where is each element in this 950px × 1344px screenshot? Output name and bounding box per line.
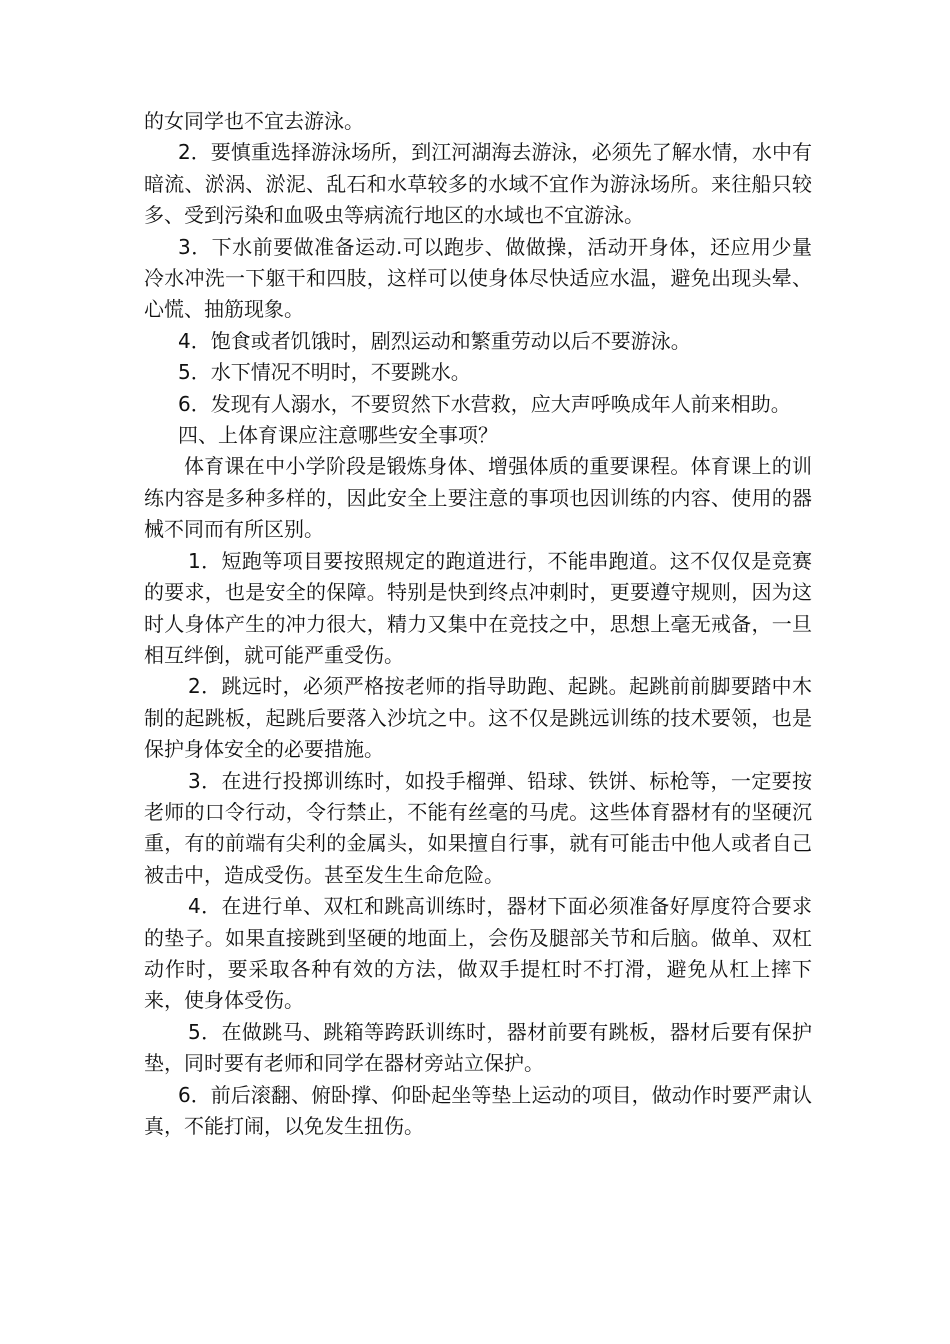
paragraph-hunger: 4．饱食或者饥饿时，剧烈运动和繁重劳动以后不要游泳。 [178,328,691,353]
paragraph-throwing: 3．在进行投掷训练时，如投手榴弹、铅球、铁饼、标枪等，一定要按老师的口令行动，令行禁止，不能有丝毫的马虎。这些体育器材有的坚硬沉重，有的前端有尖利的金属头，如果擅自行事，就有可能击中他人或者自己被击中，造成受伤。甚至发生生命危险。 [144,768,812,887]
paragraph-no-diving: 5．水下情况不明时，不要跳水。 [178,360,471,385]
paragraph-pe-intro: 体育课在中小学阶段是锻炼身体、增强体质的重要课程。体育课上的训练内容是多种多样的，因此安全上要注意的事项也因训练的内容、使用的器械不同而有所区别。 [144,454,812,542]
section-heading-pe-safety: 四、上体育课应注意哪些安全事项？ [178,423,498,448]
paragraph-bars-high-jump: 4．在进行单、双杠和跳高训练时，器材下面必须准备好厚度符合要求的垫子。如果直接跳到坚硬的地面上，会伤及腿部关节和后脑。做单、双杠动作时，要采取各种有效的方法，做双手提杠时不打滑，避免从杠上摔下来，使身体受伤。 [144,894,812,1013]
document-body [144,106,812,1142]
paragraph-mat-exercises: 6．前后滚翻、俯卧撑、仰卧起坐等垫上运动的项目，做动作时要严肃认真，不能打闹，以免发生扭伤。 [144,1082,812,1138]
paragraph-sprint: 1．短跑等项目要按照规定的跑道进行，不能串跑道。这不仅仅是竞赛的要求，也是安全的保障。特别是快到终点冲刺时，更要遵守规则，因为这时人身体产生的冲力很大，精力又集中在竞技之中，思想上毫无戒备，一旦相互绊倒，就可能严重受伤。 [144,548,812,667]
paragraph-swim-site: 2．要慎重选择游泳场所，到江河湖海去游泳，必须先了解水情，水中有暗流、淤涡、淤泥、乱石和水草较多的水域不宜作为游泳场所。来往船只较多、受到污染和血吸虫等病流行地区的水域也不宜游泳。 [144,140,812,228]
paragraph-warm-up: 3．下水前要做准备运动.可以跑步、做做操，活动开身体，还应用少量冷水冲洗一下躯干和四肢，这样可以使身体尽快适应水温，避免出现头晕、心慌、抽筋现象。 [144,234,812,322]
paragraph-continuation: 的女同学也不宜去游泳。 [144,109,364,133]
paragraph-vaulting: 5．在做跳马、跳箱等跨跃训练时，器材前要有跳板，器材后要有保护垫，同时要有老师和同学在器材旁站立保护。 [144,1019,812,1076]
paragraph-drowning-rescue: 6．发现有人溺水，不要贸然下水营救，应大声呼唤成年人前来相助。 [178,391,791,416]
paragraph-long-jump: 2．跳远时，必须严格按老师的指导助跑、起跳。起跳前前脚要踏中木制的起跳板，起跳后要落入沙坑之中。这不仅是跳远训练的技术要领，也是保护身体安全的必要措施。 [144,674,812,762]
